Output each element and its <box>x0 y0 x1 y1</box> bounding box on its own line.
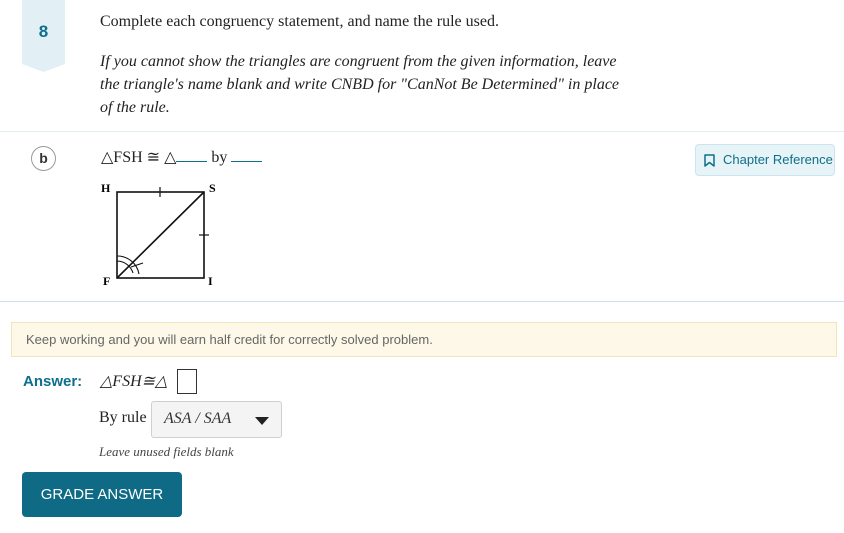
statement-prefix: △FSH ≅ △ <box>101 149 177 166</box>
triangle-answer-input[interactable] <box>177 369 197 394</box>
problem-number: 8 <box>38 22 49 41</box>
rule-blank <box>231 147 262 162</box>
vertex-label-f: F <box>103 274 111 288</box>
caret-down-icon <box>255 417 269 425</box>
half-credit-banner: Keep working and you will earn half credit for correctly solved problem. <box>11 322 837 357</box>
rule-select-value: ASA / SAA <box>164 410 232 427</box>
diagonal-fs <box>117 192 204 278</box>
chapter-reference-label: Chapter Reference <box>723 152 833 167</box>
chapter-reference-button[interactable] <box>695 144 835 176</box>
statement-by: by <box>211 149 228 166</box>
problem-instruction: Complete each congruency statement, and name the rule used. <box>100 13 499 30</box>
by-rule-label: By rule <box>99 409 147 426</box>
congruency-statement <box>101 147 262 167</box>
triangle-figure <box>95 178 225 293</box>
answer-expression: △FSH≅△ <box>100 373 168 390</box>
rule-select[interactable] <box>151 401 282 438</box>
vertex-label-i: I <box>208 274 213 288</box>
problem-note: If you cannot show the triangles are congruent from the given information, leave the triangle's name blank and write CNBD for "CanNot Be Determined" in place of the rule. <box>100 53 620 116</box>
bookmark-icon <box>704 154 715 167</box>
section-divider <box>0 131 844 132</box>
triangle-blank <box>176 147 207 162</box>
part-divider <box>0 301 844 302</box>
answer-label: Answer: <box>23 373 83 390</box>
vertex-label-h: H <box>101 181 111 195</box>
grade-answer-button[interactable]: GRADE ANSWER <box>22 472 182 517</box>
angle-tick <box>131 263 143 267</box>
unused-fields-note: Leave unused fields blank <box>99 444 234 459</box>
vertex-label-s: S <box>209 181 216 195</box>
part-label: b <box>31 146 56 171</box>
